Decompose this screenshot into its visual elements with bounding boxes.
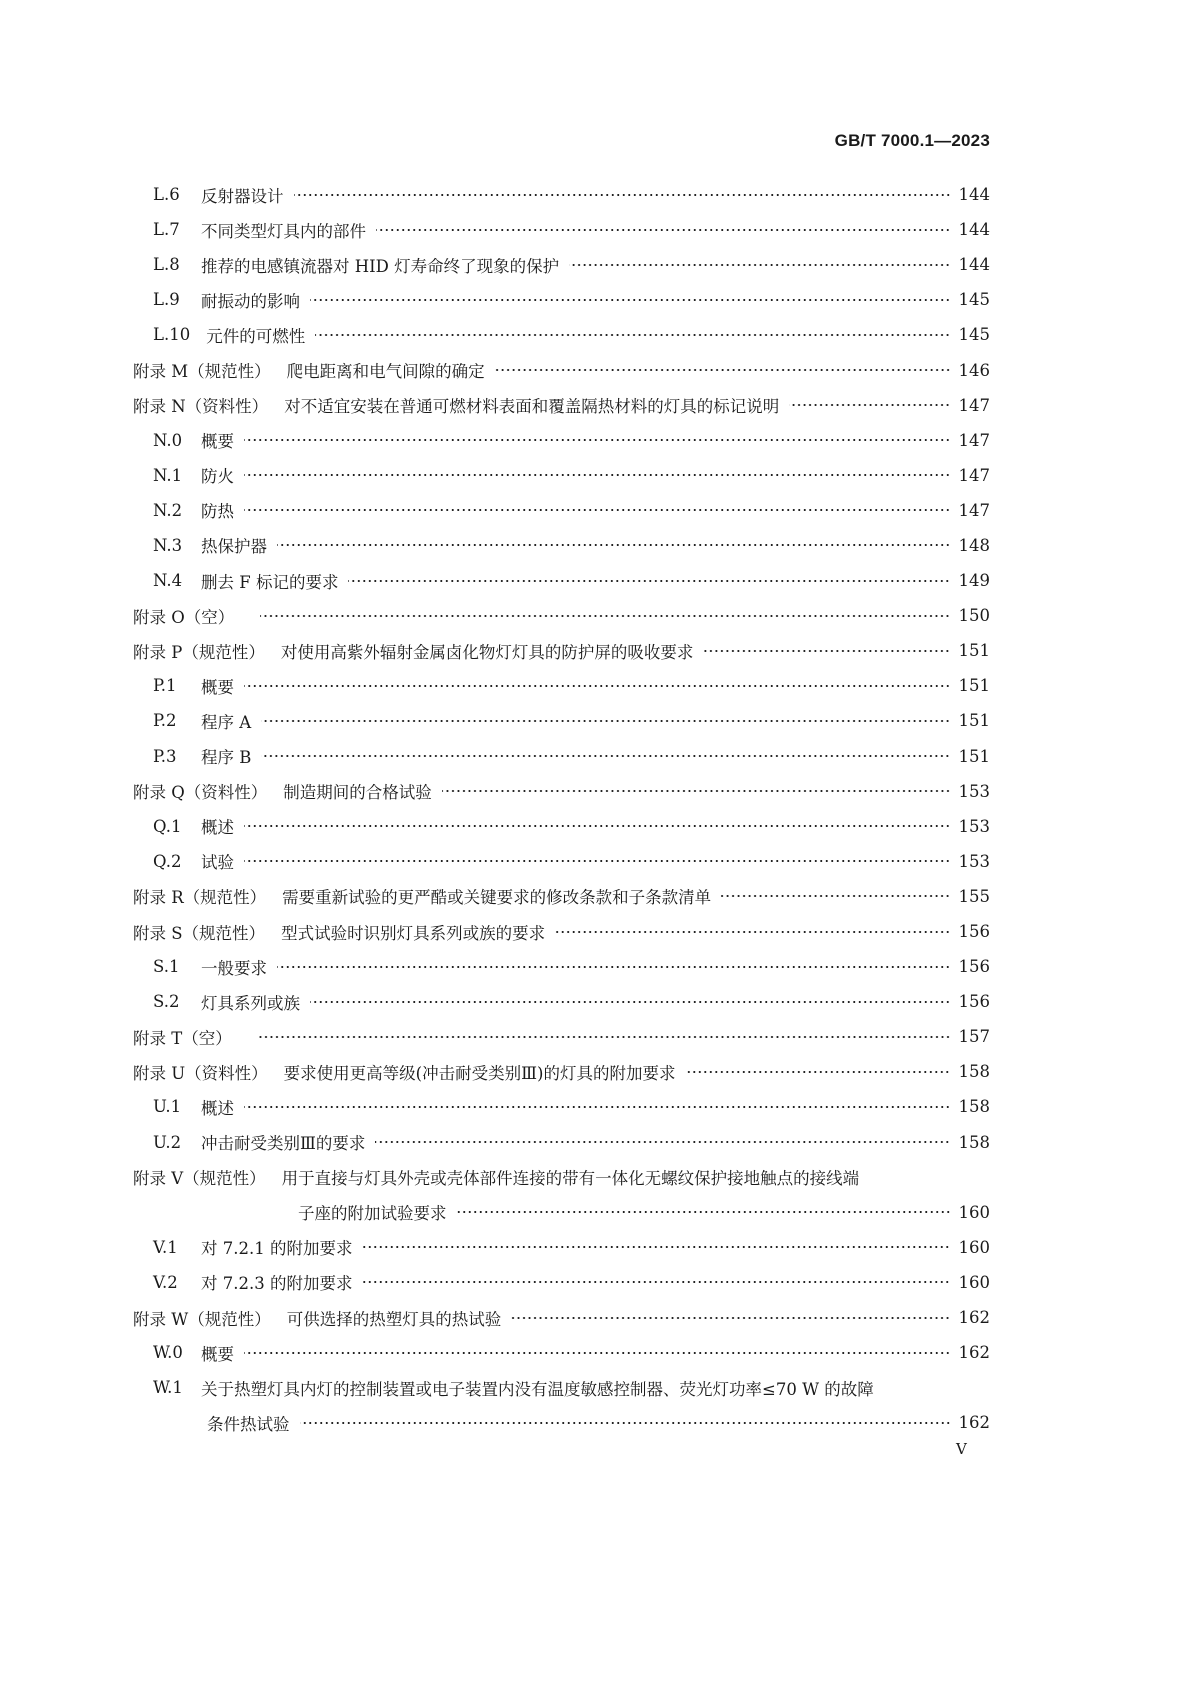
toc-entry[interactable] — [133, 177, 990, 212]
toc-entry-page: 162 — [958, 1343, 990, 1363]
toc-entry-page: 148 — [958, 535, 990, 555]
dot-leader — [457, 1209, 951, 1215]
dot-leader — [569, 262, 950, 268]
toc-entry[interactable] — [133, 739, 990, 774]
toc-entry[interactable] — [133, 914, 990, 949]
toc-entry-page: 149 — [958, 571, 990, 591]
toc-entry-page: 160 — [958, 1272, 990, 1292]
toc-entry-number: N.4 — [153, 571, 183, 591]
toc-entry-page: 146 — [958, 360, 990, 380]
toc-entry-page: 153 — [958, 781, 990, 801]
toc-entry-page: 145 — [958, 290, 990, 310]
toc-entry-title: 概要 — [201, 677, 234, 697]
toc-entry-number: U.2 — [153, 1132, 182, 1152]
toc-entry-number: N.0 — [153, 430, 183, 450]
toc-entry-number: L.10 — [153, 325, 191, 345]
toc-entry-title: 对 7.2.3 的附加要求 — [201, 1274, 353, 1294]
toc-entry-number: V.1 — [153, 1237, 178, 1257]
toc-entry[interactable] — [133, 1054, 990, 1089]
toc-entry-title: 推荐的电感镇流器对 HID 灯寿命终了现象的保护 — [201, 256, 560, 276]
toc-entry-page: 144 — [958, 220, 990, 240]
dot-leader — [703, 648, 950, 654]
dot-leader — [244, 472, 951, 478]
toc-entry-page: 147 — [958, 395, 990, 415]
toc-entry[interactable] — [133, 1230, 990, 1265]
dot-leader — [310, 297, 951, 303]
toc-entry-number: P.3 — [153, 746, 177, 766]
toc-entry-title: 概述 — [201, 1098, 234, 1118]
toc-entry-page: 156 — [958, 922, 990, 942]
toc-entry-title-continued: 子座的附加试验要求 — [298, 1204, 447, 1224]
dot-leader — [244, 858, 951, 864]
toc-entry[interactable] — [133, 282, 990, 317]
toc-entry[interactable] — [133, 1019, 990, 1054]
toc-entry[interactable] — [133, 844, 990, 879]
toc-entry-page: 155 — [958, 886, 990, 906]
toc-entry[interactable] — [133, 809, 990, 844]
toc-entry-number: 附录 Q（资料性） — [133, 783, 268, 803]
toc-entry-title: 对不适宜安装在普通可燃材料表面和覆盖隔热材料的灯具的标记说明 — [284, 397, 780, 417]
toc-entry[interactable] — [133, 1160, 990, 1195]
toc-entry-title: 对使用高紫外辐射金属卤化物灯灯具的防护屏的吸收要求 — [280, 642, 694, 662]
toc-entry-page: 147 — [958, 500, 990, 520]
toc-entry-page: 145 — [958, 325, 990, 345]
toc-entry-title: 试验 — [201, 853, 234, 873]
dot-leader — [442, 788, 951, 794]
toc-entry[interactable] — [133, 352, 990, 387]
toc-entry[interactable] — [133, 458, 990, 493]
toc-entry[interactable] — [133, 528, 990, 563]
toc-entry-number: P.1 — [153, 676, 177, 696]
toc-entry-title: 可供选择的热塑灯具的热试验 — [286, 1309, 502, 1329]
toc-entry-number: N.2 — [153, 500, 183, 520]
toc-entry[interactable] — [133, 1265, 990, 1300]
dot-leader — [789, 402, 950, 408]
dot-leader — [375, 1139, 950, 1145]
toc-entry-title: 需要重新试验的更严酷或关键要求的修改条款和子条款清单 — [282, 888, 712, 908]
dot-leader — [261, 718, 950, 724]
toc-entry-page: 147 — [958, 430, 990, 450]
toc-entry-number: 附录 V（规范性） — [133, 1169, 266, 1189]
toc-entry-number: L.7 — [153, 220, 180, 240]
toc-entry-number: 附录 N（资料性） — [133, 397, 269, 417]
toc-entry-page: 153 — [958, 851, 990, 871]
toc-entry-continuation — [133, 1405, 990, 1440]
toc-entry-page: 157 — [958, 1027, 990, 1047]
dot-leader — [362, 1244, 950, 1250]
toc-entry-title: 概要 — [201, 432, 234, 452]
toc-entry-title: 防热 — [201, 502, 234, 522]
toc-entry-page: 144 — [958, 255, 990, 275]
toc-entry-title: 概要 — [201, 1344, 234, 1364]
dot-leader — [277, 542, 951, 548]
toc-entry[interactable] — [133, 1335, 990, 1370]
dot-leader — [555, 929, 950, 935]
toc-entry-number: W.1 — [153, 1378, 183, 1398]
toc-entry[interactable] — [133, 388, 990, 423]
toc-entry[interactable] — [133, 1125, 990, 1160]
dot-leader — [376, 227, 951, 233]
toc-entry-number: Q.1 — [153, 816, 182, 836]
toc-entry-number: L.8 — [153, 255, 180, 275]
toc-entry-number: 附录 M（规范性） — [133, 362, 271, 382]
dot-leader — [294, 192, 951, 198]
toc-entry-title: 型式试验时识别灯具系列或族的要求 — [281, 923, 546, 943]
toc-entry-page: 151 — [958, 746, 990, 766]
toc-entry-title: 冲击耐受类别Ⅲ的要求 — [201, 1134, 366, 1154]
toc-entry-number: 附录 S（规范性） — [133, 923, 266, 943]
toc-entry-title: 反射器设计 — [201, 186, 284, 206]
toc-entry[interactable] — [133, 668, 990, 703]
toc-entry-page: 151 — [958, 641, 990, 661]
page-number: V — [956, 1440, 967, 1458]
toc-entry[interactable] — [133, 212, 990, 247]
toc-entry-number: 附录 R（规范性） — [133, 888, 267, 908]
dot-leader — [260, 613, 950, 619]
dot-leader — [261, 753, 950, 759]
dot-leader — [258, 1034, 951, 1040]
toc-entry-number: 附录 W（规范性） — [133, 1309, 271, 1329]
toc-entry-number: S.1 — [153, 957, 180, 977]
toc-entry[interactable] — [133, 1300, 990, 1335]
dot-leader — [685, 1069, 950, 1075]
toc-entry-number: W.0 — [153, 1343, 183, 1363]
toc-entry-number: L.9 — [153, 290, 180, 310]
toc-entry[interactable] — [133, 633, 990, 668]
dot-leader — [244, 507, 951, 513]
dot-leader — [300, 1420, 951, 1426]
toc-entry[interactable] — [133, 1089, 990, 1124]
toc-entry-title: 删去 F 标记的要求 — [201, 572, 339, 592]
toc-entry[interactable] — [133, 1370, 990, 1405]
toc-entry[interactable] — [133, 247, 990, 282]
toc-entry-number: S.2 — [153, 992, 180, 1012]
toc-entry[interactable] — [133, 317, 990, 352]
dot-leader — [362, 1279, 950, 1285]
toc-entry-title: 热保护器 — [201, 537, 267, 557]
toc-entry-number: 附录 O（空） — [133, 607, 235, 627]
dot-leader — [244, 1104, 951, 1110]
toc-entry-number: 附录 U（资料性） — [133, 1063, 268, 1083]
dot-leader — [277, 964, 951, 970]
toc-entry-page: 158 — [958, 1132, 990, 1152]
toc-entry-page: 160 — [958, 1237, 990, 1257]
toc-entry-title: 灯具系列或族 — [201, 993, 300, 1013]
standard-number-header: GB/T 7000.1—2023 — [834, 131, 990, 150]
toc-entry[interactable] — [133, 949, 990, 984]
dot-leader — [511, 1315, 950, 1321]
toc-entry[interactable] — [133, 493, 990, 528]
toc-entry-title: 程序 B — [201, 748, 252, 768]
toc-entry-title: 不同类型灯具内的部件 — [201, 221, 366, 241]
toc-entry-number: N.3 — [153, 535, 183, 555]
dot-leader — [244, 1350, 951, 1356]
toc-entry-continuation — [133, 1195, 990, 1230]
toc-entry-title: 一般要求 — [201, 958, 267, 978]
dot-leader — [495, 367, 951, 373]
toc-entry-page: 151 — [958, 711, 990, 731]
toc-entry-title-continued: 条件热试验 — [207, 1414, 290, 1434]
toc-entry-page: 162 — [958, 1308, 990, 1328]
toc-entry-title: 用于直接与灯具外壳或壳体部件连接的带有一体化无螺纹保护接地触点的接线端 — [281, 1169, 860, 1189]
dot-leader — [244, 683, 951, 689]
toc-entry-title: 程序 A — [201, 712, 252, 732]
toc-entry-title: 防火 — [201, 467, 234, 487]
dot-leader — [315, 332, 950, 338]
toc-entry-page: 158 — [958, 1097, 990, 1117]
toc-entry-title: 制造期间的合格试验 — [283, 783, 432, 803]
toc-entry[interactable] — [133, 984, 990, 1019]
toc-entry-number: N.1 — [153, 465, 183, 485]
toc-entry[interactable] — [133, 703, 990, 738]
toc-entry[interactable] — [133, 423, 990, 458]
toc-entry-page: 150 — [958, 606, 990, 626]
toc-entry-page: 156 — [958, 992, 990, 1012]
toc-entry-page: 153 — [958, 816, 990, 836]
toc-entry-page: 144 — [958, 185, 990, 205]
toc-entry-page: 158 — [958, 1062, 990, 1082]
toc-entry-number: 附录 T（空） — [133, 1028, 232, 1048]
toc-entry-page: 156 — [958, 957, 990, 977]
table-of-contents — [133, 177, 990, 1440]
toc-entry-page: 147 — [958, 465, 990, 485]
toc-entry-title: 概述 — [201, 818, 234, 838]
toc-entry-page: 162 — [958, 1413, 990, 1433]
toc-entry-title: 爬电距离和电气间隙的确定 — [286, 362, 485, 382]
dot-leader — [310, 999, 951, 1005]
toc-entry-title: 要求使用更高等级(冲击耐受类别Ⅲ)的灯具的附加要求 — [283, 1063, 676, 1083]
toc-entry-title: 关于热塑灯具内灯的控制装置或电子装置内没有温度敏感控制器、荧光灯功率≤70 W 的故障 — [201, 1379, 874, 1399]
toc-entry-title: 耐振动的影响 — [201, 291, 300, 311]
toc-entry-number: P.2 — [153, 711, 177, 731]
toc-entry[interactable] — [133, 774, 990, 809]
dot-leader — [244, 437, 951, 443]
toc-entry-title: 对 7.2.1 的附加要求 — [201, 1239, 353, 1259]
dot-leader — [244, 823, 951, 829]
toc-entry-title: 元件的可燃性 — [206, 326, 306, 346]
toc-entry[interactable] — [133, 598, 990, 633]
toc-entry[interactable] — [133, 563, 990, 598]
toc-entry-number: Q.2 — [153, 851, 182, 871]
toc-entry-number: V.2 — [153, 1272, 178, 1292]
toc-entry-page: 151 — [958, 676, 990, 696]
toc-entry[interactable] — [133, 879, 990, 914]
toc-entry-number: 附录 P（规范性） — [133, 642, 265, 662]
toc-entry-number: U.1 — [153, 1097, 182, 1117]
toc-entry-page: 160 — [958, 1202, 990, 1222]
dot-leader — [721, 893, 950, 899]
toc-entry-number: L.6 — [153, 185, 180, 205]
dot-leader — [348, 578, 950, 584]
